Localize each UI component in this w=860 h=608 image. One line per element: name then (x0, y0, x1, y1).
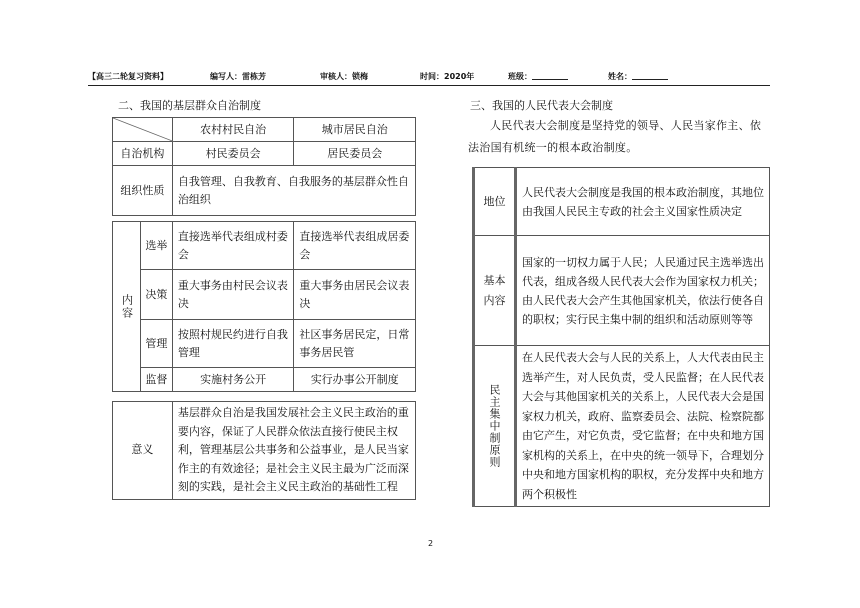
class-blank (532, 71, 568, 80)
table-row (113, 368, 416, 392)
name-field (608, 71, 632, 82)
basic-content-value: 国家的一切权力属于人民；人民通过民主选举选出代表，组成各级人民代表大会作为国家权力机关；由人民代表大会产生其他国家机关，依法行使各自的职权；实行民主集中制的组织和活动原则等等 (515, 236, 769, 346)
series-label: 【高三二轮复习资料】 (88, 72, 168, 81)
npc-system-table (472, 167, 770, 507)
principle-label-cell (474, 346, 516, 507)
manage-rural: 按照村规民约进行自我管理 (172, 320, 294, 368)
grassroots-autonomy-table (112, 117, 416, 216)
content-label-cell (474, 236, 516, 346)
meaning-table (112, 401, 416, 500)
org-urban: 居民委员会 (294, 142, 416, 166)
table-row (113, 402, 416, 500)
manage-urban: 社区事务居民定，日常事务居民管 (294, 320, 416, 368)
page-header (88, 71, 770, 86)
left-section-title: 二、我国的基层群众自治制度 (118, 99, 261, 112)
supervise-label: 监督 (140, 368, 172, 392)
row-label-nature: 组织性质 (113, 166, 173, 216)
nature-value: 自我管理、自我教育、自我服务的基层群众性自治组织 (172, 166, 415, 216)
supervise-rural: 实施村务公开 (172, 368, 294, 392)
principle-value: 在人民代表大会与人民的关系上，人大代表由民主选举产生，对人民负责，受人民监督；在人民代表大会与其他国家机关的关系上，人民代表大会是国家权力机关，政府、监察委员会、法院、检察院都由它产生，对它负责，受它监督；在中央和地方国家机构的关系上，在中央的统一领导下，合理划分中央和地方国家机构的职权，充分发挥中央和地方两个积极性 (515, 346, 769, 507)
content-table (112, 221, 416, 392)
reviewer-label: 审核人：锁梅 (320, 72, 368, 81)
right-intro: 人民代表大会制度是坚持党的领导、人民当家作主、依法治国有机统一的根本政治制度。 (468, 119, 762, 154)
table-row (113, 142, 416, 166)
table-row (474, 236, 770, 346)
table-row (113, 320, 416, 368)
supervise-urban: 实行办事公开制度 (294, 368, 416, 392)
col-header-rural: 农村村民自治 (172, 118, 294, 142)
row-label-org: 自治机构 (113, 142, 173, 166)
principle-label: 民主集中制原则 (487, 384, 501, 468)
author-label: 编写人：雷栋芳 (210, 72, 266, 81)
time-label: 时间：2020年 (420, 72, 475, 81)
table-row (474, 168, 770, 236)
meaning-label: 意义 (113, 402, 173, 500)
elect-rural: 直接选举代表组成村委会 (172, 222, 294, 270)
name-label: 姓名： (608, 72, 632, 81)
class-label: 班级： (508, 72, 532, 81)
content-label-cell (113, 222, 141, 392)
table-row (113, 270, 416, 320)
diagonal-line (113, 118, 175, 142)
org-rural: 村民委员会 (172, 142, 294, 166)
manage-label: 管理 (140, 320, 172, 368)
right-section-title: 三、我国的人民代表大会制度 (470, 99, 613, 112)
decide-label: 决策 (140, 270, 172, 320)
decide-rural: 重大事务由村民会议表决 (172, 270, 294, 320)
table-row (113, 222, 416, 270)
table-row (113, 166, 416, 216)
basic-content-label: 基本内容 (483, 273, 506, 307)
diagonal-header-cell (113, 118, 173, 142)
col-header-urban: 城市居民自治 (294, 118, 416, 142)
status-value: 人民代表大会制度是我国的根本政治制度，其地位由我国人民民主专政的社会主义国家性质决定 (515, 168, 769, 236)
status-label: 地位 (474, 168, 516, 236)
meaning-value: 基层群众自治是我国发展社会主义民主政治的重要内容，保证了人民群众依法直接行使民主权利，管理基层公共事务和公益事业，是人民当家作主的有效途径；是社会主义民主最为广泛而深刻的实践，是社会主义民主政治的基础性工程 (172, 402, 415, 500)
page-number: 2 (428, 539, 434, 548)
table-row (113, 118, 416, 142)
decide-urban: 重大事务由居民会议表决 (294, 270, 416, 320)
elect-label: 选举 (140, 222, 172, 270)
table-row (474, 346, 770, 507)
class-field (508, 71, 532, 82)
name-blank (632, 71, 668, 80)
elect-urban: 直接选举代表组成居委会 (294, 222, 416, 270)
content-label: 内容 (120, 293, 134, 320)
